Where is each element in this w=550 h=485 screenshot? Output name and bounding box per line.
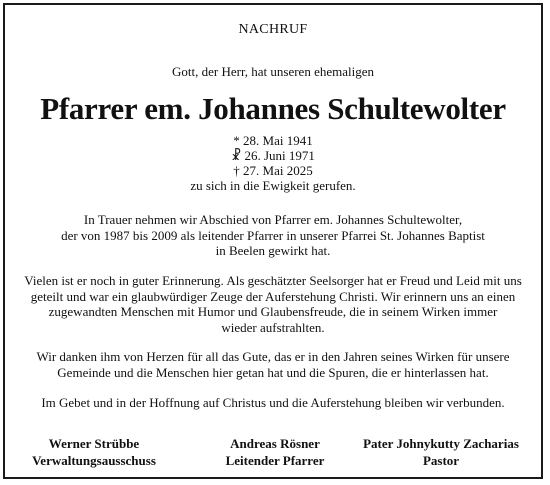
text-line: In Trauer nehmen wir Abschied von Pfarrer em. Johannes Schultewolter, — [83, 212, 463, 227]
birth-date: * 28. Mai 1941 — [233, 133, 313, 148]
deceased-name: Pfarrer em. Johannes Schultewolter — [40, 91, 506, 126]
paragraph-memory — [19, 273, 527, 335]
paragraph-thanks — [19, 349, 527, 380]
paragraph-prayer — [19, 395, 527, 411]
text-line: Im Gebet und in der Hoffnung auf Christus und die Auferstehung bleiben wir verbunden. — [41, 395, 505, 410]
text-line: zugewandten Menschen mit Humor und Glaubensfreude, die in seinem Wirken immer — [48, 304, 498, 319]
signature-block — [19, 435, 169, 469]
signer-role: Pastor — [422, 453, 460, 468]
notice-heading: NACHRUF — [238, 22, 308, 37]
text-line: der von 1987 bis 2009 als leitender Pfarrer in unserer Pfarrei St. Johannes Baptist — [61, 227, 485, 243]
text-line: Wir danken ihm von Herzen für all das Gute, das er in den Jahren seines Wirken für unsere — [36, 349, 510, 364]
text-line: Gemeinde und die Menschen hier getan hat und die Spuren, die er hinterlassen hat. — [57, 364, 489, 380]
closing-line: zu sich in die Ewigkeit gerufen. — [190, 178, 356, 193]
intro-text: Gott, der Herr, hat unseren ehemaligen — [172, 64, 374, 79]
obituary-notice — [3, 3, 543, 479]
signer-name: Pater Johnykutty Zacharias — [363, 436, 519, 451]
text-line: geteilt und war ein glaubwürdiger Zeuge der Auferstehung Christi. Wir erinnern uns an einen — [30, 288, 516, 304]
signer-role: Verwaltungsausschuss — [32, 453, 156, 468]
signer-role: Leitender Pfarrer — [225, 453, 325, 468]
life-dates — [5, 133, 541, 193]
text-line: in Beelen gewirkt hat. — [215, 243, 331, 258]
signer-name: Andreas Rösner — [230, 436, 320, 451]
signature-block — [351, 435, 531, 469]
death-date: † 27. Mai 2025 — [233, 163, 313, 178]
signer-name: Werner Strübbe — [48, 436, 140, 451]
ordination-date: ☧ 26. Juni 1971 — [231, 148, 315, 163]
signature-block — [200, 435, 350, 469]
paragraph-farewell — [19, 212, 527, 259]
text-line: Vielen ist er noch in guter Erinnerung. Als geschätzter Seelsorger hat er Freud und Leid mit uns — [24, 273, 522, 288]
text-line: wieder aufstrahlten. — [221, 319, 325, 335]
